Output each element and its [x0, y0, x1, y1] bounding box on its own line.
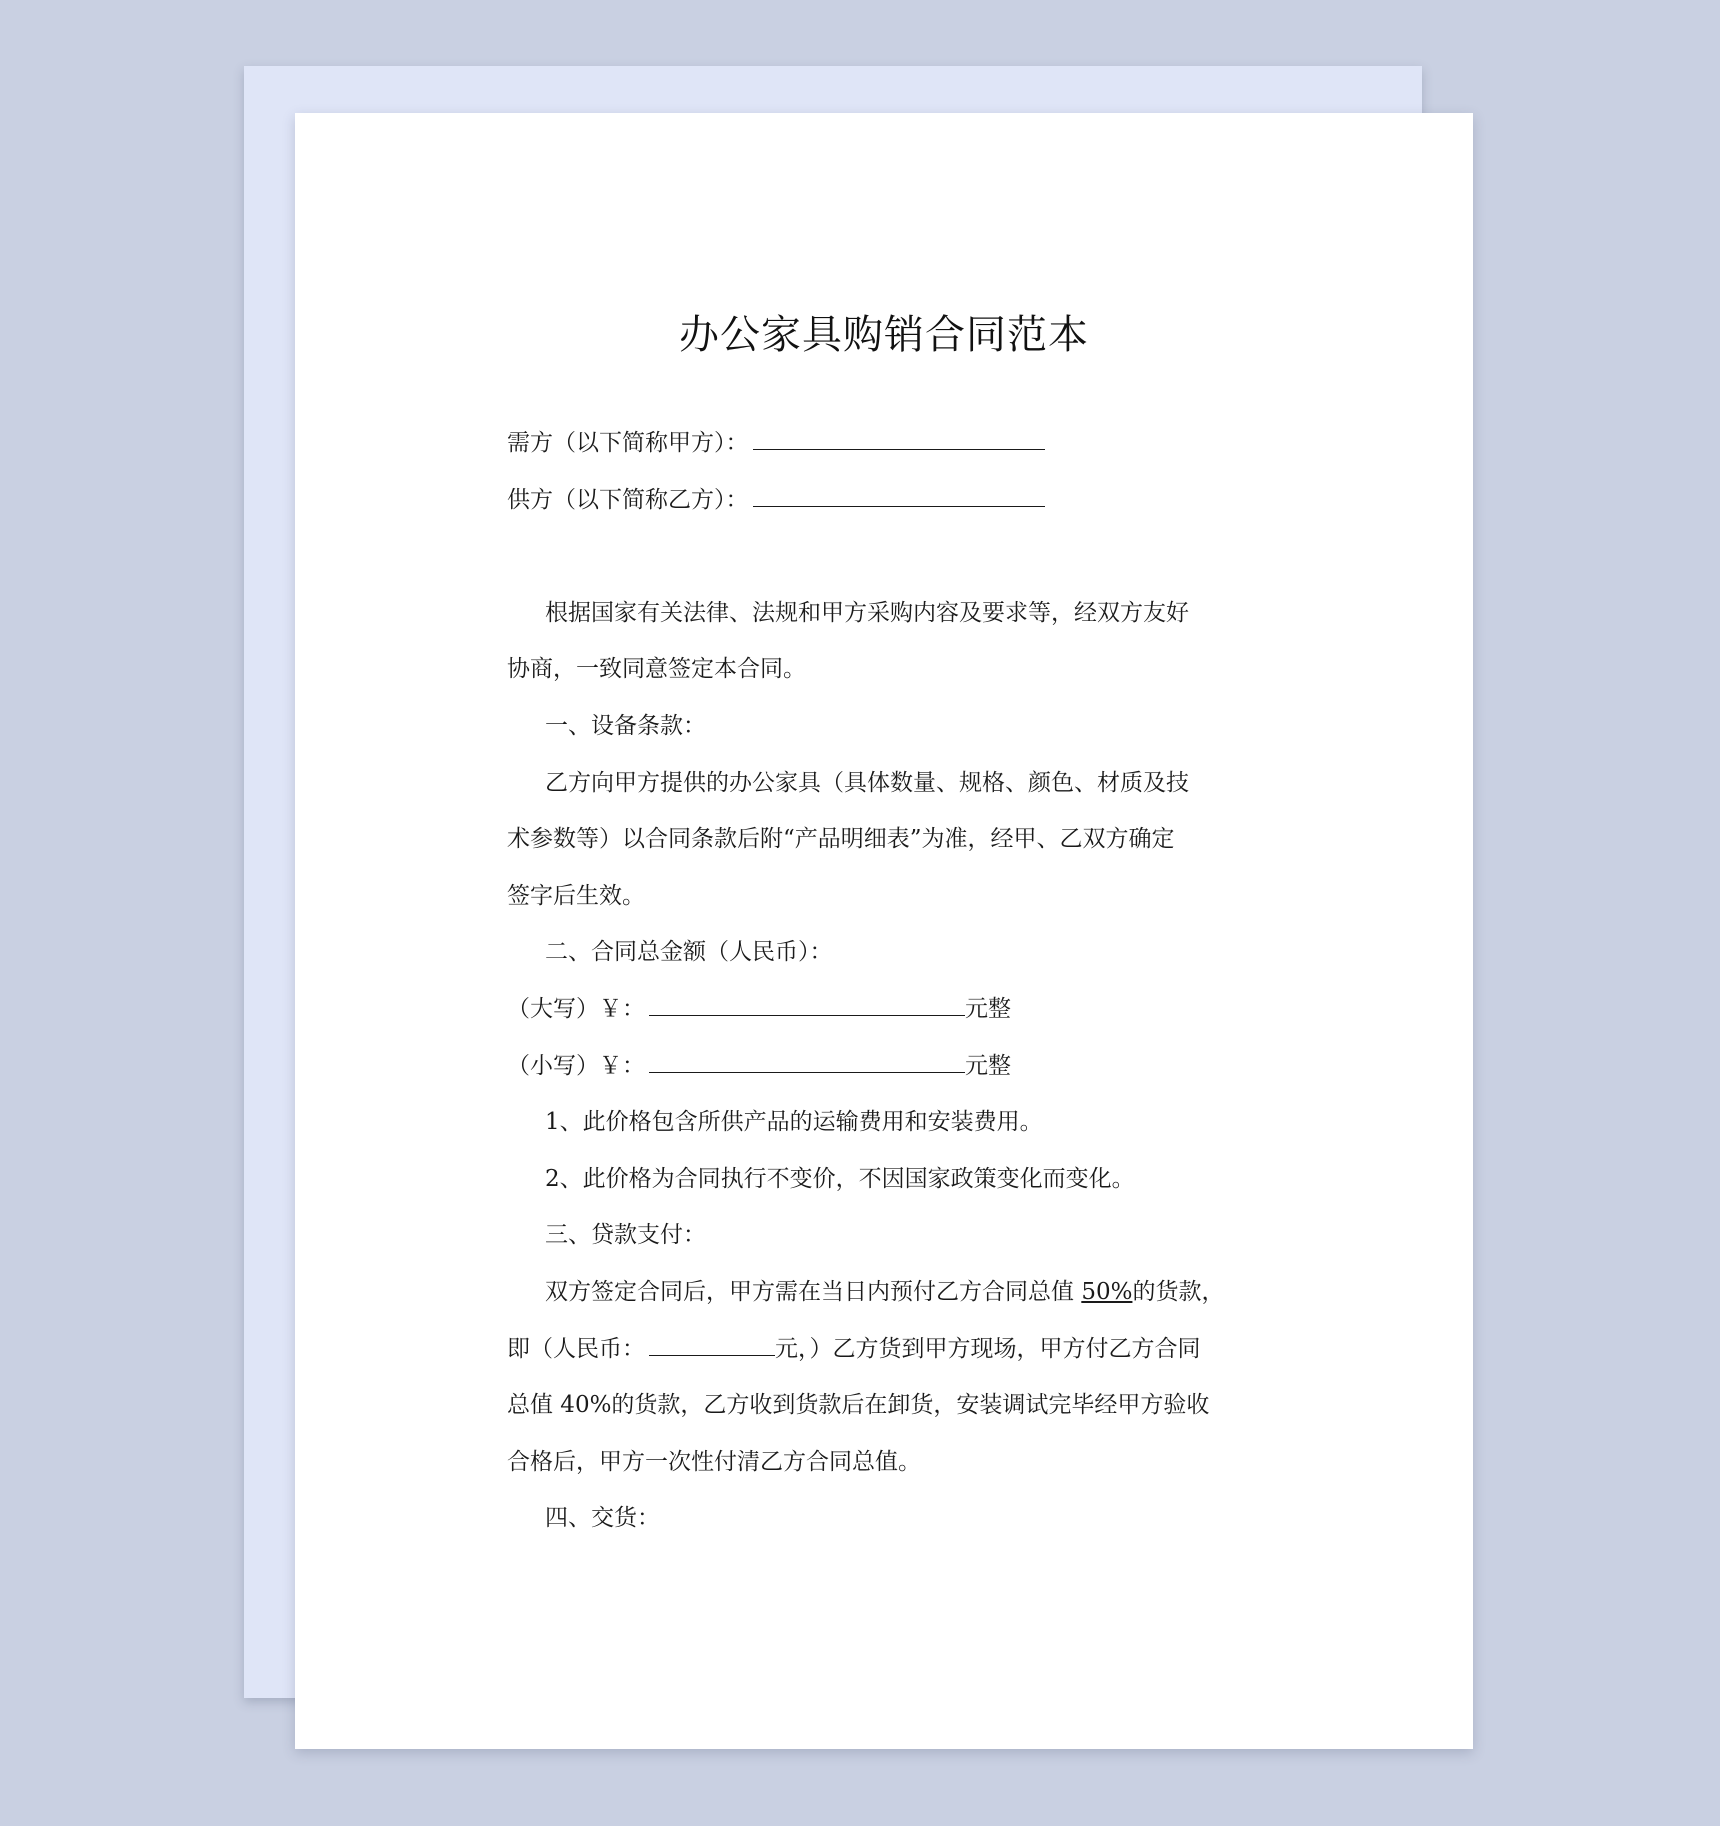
- amount-lower-line: [507, 1038, 1265, 1095]
- contract-page: [295, 113, 1473, 1749]
- party-a-line: [507, 415, 1265, 472]
- document-title: 办公家具购销合同范本: [679, 312, 1089, 358]
- rmb-amount-blank: [649, 1327, 775, 1356]
- section1-line-3: 签字后生效。: [507, 882, 645, 909]
- prepay-percent: 50%: [1081, 1278, 1133, 1305]
- party-a-blank: [753, 421, 1045, 450]
- section3-line-3: 总值 40%的货款，乙方收到货款后在卸货，安装调试完毕经甲方验收: [507, 1392, 1210, 1419]
- section3-line-1-text: 双方签定合同后，甲方需在当日内预付乙方合同总值: [545, 1278, 1082, 1305]
- contract-body: [507, 415, 1265, 1547]
- spacer: [507, 528, 1265, 585]
- section4-heading: 四、交货：: [545, 1505, 660, 1532]
- party-b-blank: [753, 478, 1045, 507]
- section3-line-2-tail: 元，）乙方货到甲方现场，甲方付乙方合同: [775, 1335, 1201, 1362]
- intro-line-1: 根据国家有关法律、法规和甲方采购内容及要求等，经双方友好: [545, 599, 1189, 626]
- amount-lower-blank: [649, 1044, 965, 1073]
- section1-line-2: 术参数等）以合同条款后附“产品明细表”为准，经甲、乙双方确定: [507, 826, 1175, 853]
- section3-line-2: [507, 1321, 1265, 1378]
- party-b-label: 供方（以下简称乙方）：: [507, 486, 749, 513]
- amount-upper-line: [507, 981, 1265, 1038]
- section2-item-2: 2、此价格为合同执行不变价，不因国家政策变化而变化。: [545, 1165, 1135, 1192]
- section3-line-1: [507, 1264, 1265, 1321]
- section1-line-1: 乙方向甲方提供的办公家具（具体数量、规格、颜色、材质及技: [545, 769, 1189, 796]
- amount-lower-label: （小写）￥：: [507, 1052, 645, 1079]
- amount-upper-suffix: 元整: [965, 995, 1011, 1022]
- party-a-label: 需方（以下简称甲方）：: [507, 430, 749, 456]
- section1-heading: 一、设备条款：: [545, 712, 706, 739]
- amount-upper-label: （大写）￥：: [507, 995, 645, 1022]
- section3-line-4: 合格后，甲方一次性付清乙方合同总值。: [507, 1448, 921, 1475]
- party-b-line: [507, 472, 1265, 529]
- section3-heading: 三、贷款支付：: [545, 1222, 706, 1249]
- section2-heading: 二、合同总金额（人民币）：: [545, 939, 833, 966]
- section2-item-1: 1、此价格包含所供产品的运输费用和安装费用。: [545, 1109, 1043, 1136]
- amount-lower-suffix: 元整: [965, 1052, 1011, 1079]
- intro-line-2: 协商，一致同意签定本合同。: [507, 656, 806, 683]
- section3-line-2-text: 即（人民币：: [507, 1335, 645, 1362]
- section3-line-1-tail: 的货款，: [1132, 1278, 1225, 1305]
- amount-upper-blank: [649, 987, 965, 1016]
